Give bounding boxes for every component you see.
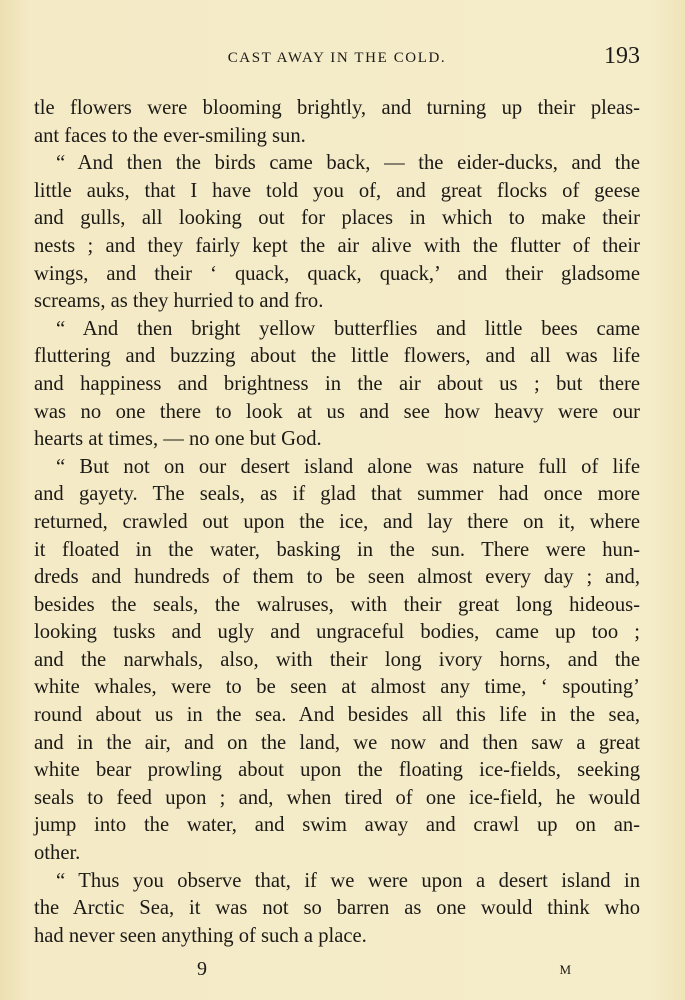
text-line: white whales, were to be seen at almost any time, ‘ spouting’ bbox=[34, 676, 640, 699]
text-line: “ Thus you observe that, if we were upon a desert island in bbox=[56, 869, 640, 892]
text-line: hearts at times, — no one but God. bbox=[34, 428, 322, 451]
text-line: seals to feed upon ; and, when tired of one ice-field, he would bbox=[34, 786, 640, 809]
text-line: other. bbox=[34, 842, 81, 865]
text-line: ant faces to the ever-smiling sun. bbox=[34, 124, 306, 147]
text-line: and gayety. The seals, as if glad that summer had once more bbox=[34, 483, 640, 506]
text-line: dreds and hundreds of them to be seen almost every day ; and, bbox=[34, 566, 640, 589]
page-number: 193 bbox=[604, 43, 640, 69]
text-line: little auks, that I have told you of, and great flocks of geese bbox=[34, 179, 640, 202]
text-line: and in the air, and on the land, we now and then saw a great bbox=[34, 731, 640, 754]
text-line: had never seen anything of such a place. bbox=[34, 924, 367, 947]
text-line: was no one there to look at us and see how heavy were our bbox=[34, 400, 640, 423]
page-footer bbox=[34, 958, 640, 988]
text-line: “ But not on our desert island alone was nature full of life bbox=[56, 455, 640, 478]
text-line: the Arctic Sea, it was not so barren as one would think who bbox=[34, 897, 640, 920]
text-line: fluttering and buzzing about the little flowers, and all was life bbox=[34, 345, 640, 368]
text-line: nests ; and they fairly kept the air alive with the flutter of their bbox=[34, 234, 640, 257]
text-line: besides the seals, the walruses, with their great long hideous- bbox=[34, 593, 640, 616]
text-line: returned, crawled out upon the ice, and lay there on it, where bbox=[34, 510, 640, 533]
text-line: tle flowers were blooming brightly, and turning up their pleas- bbox=[34, 97, 640, 119]
text-line: “ And then bright yellow butterflies and little bees came bbox=[56, 317, 640, 340]
text-line: and gulls, all looking out for places in which to make their bbox=[34, 207, 640, 230]
signature-number: 9 bbox=[197, 958, 207, 980]
signature-mark: M bbox=[559, 962, 572, 977]
text-line: “ And then the birds came back, — the eider-ducks, and the bbox=[56, 152, 640, 175]
page-header bbox=[34, 43, 640, 76]
text-line: jump into the water, and swim away and crawl up on an- bbox=[34, 814, 640, 837]
text-line: looking tusks and ugly and ungraceful bodies, came up too ; bbox=[34, 621, 640, 644]
text-line: wings, and their ‘ quack, quack, quack,’ and their gladsome bbox=[34, 262, 640, 285]
text-line: it floated in the water, basking in the sun. There were hun- bbox=[34, 538, 640, 561]
text-line: and happiness and brightness in the air about us ; but there bbox=[34, 372, 640, 395]
text-line: screams, as they hurried to and fro. bbox=[34, 290, 324, 313]
text-line: round about us in the sea. And besides all this life in the sea, bbox=[34, 704, 640, 727]
body-text bbox=[34, 95, 640, 950]
running-title: CAST AWAY IN THE COLD. bbox=[227, 50, 447, 66]
text-line: white bear prowling about upon the floating ice-fields, seeking bbox=[34, 759, 640, 782]
text-line: and the narwhals, also, with their long ivory horns, and the bbox=[34, 648, 640, 671]
